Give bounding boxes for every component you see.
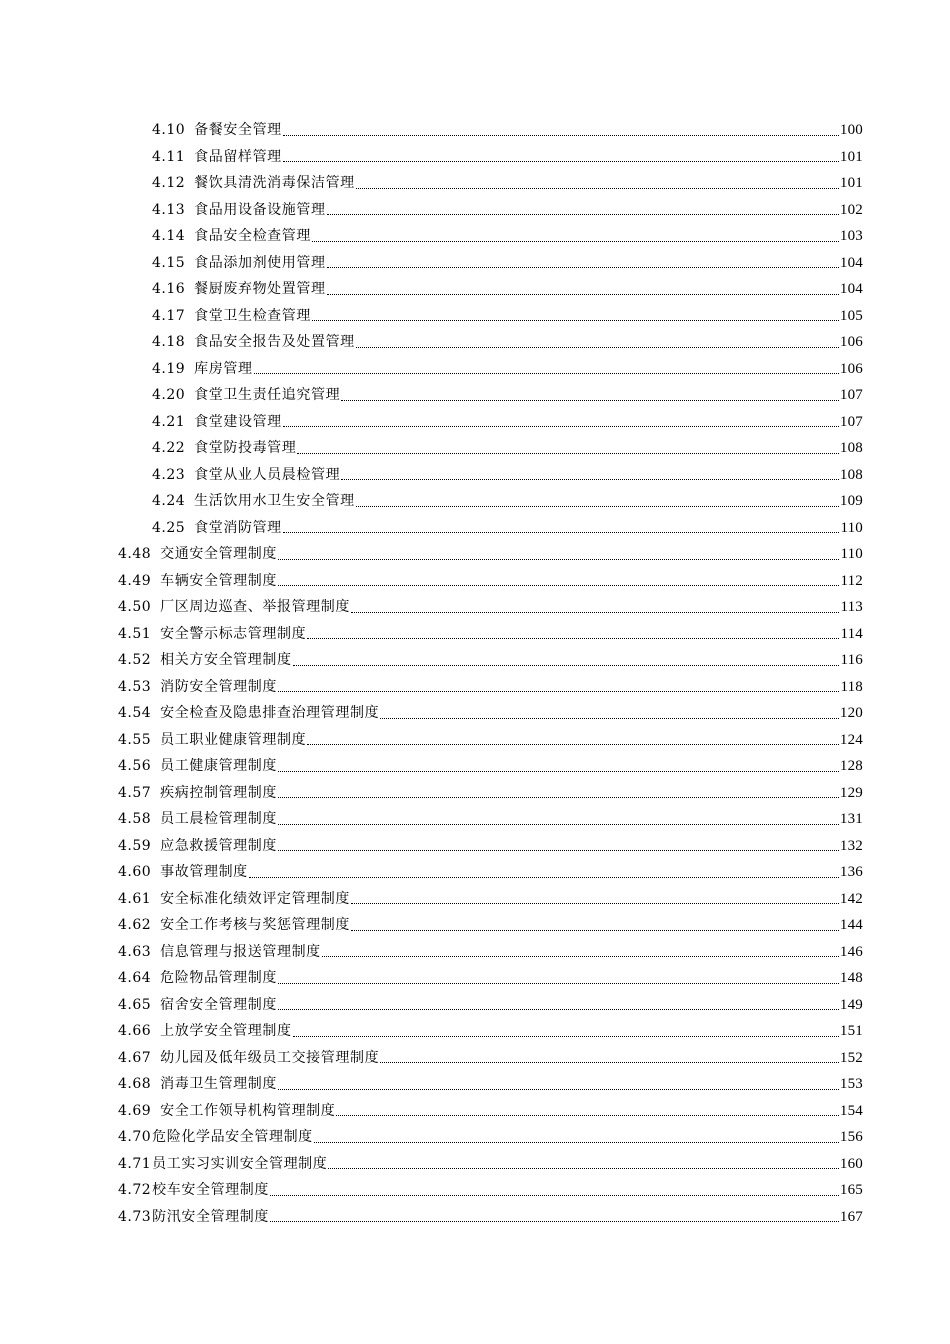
toc-entry[interactable] [118,806,863,833]
toc-entry[interactable] [118,780,863,807]
toc-entry-page-number: 109 [839,493,863,509]
toc-entry-page-number: 165 [839,1182,863,1198]
toc-entry-title: 食堂卫生责任追究管理 [194,387,341,403]
toc-entry-title: 交通安全管理制度 [160,546,277,562]
dot-leader [380,700,839,727]
toc-entry[interactable] [118,1098,863,1125]
toc-entry[interactable] [152,382,863,409]
toc-entry-title: 厂区周边巡查、举报管理制度 [160,599,350,615]
toc-entry-number: 4.66 [118,1023,152,1039]
toc-entry-page-number: 129 [839,784,863,801]
toc-entry[interactable] [152,170,863,197]
toc-entry-page-number: 167 [839,1208,863,1225]
toc-entry-number: 4.20 [152,387,186,403]
toc-entry-page-number: 118 [840,678,863,695]
toc-entry-number: 4.65 [118,996,152,1013]
toc-entry-number: 4.15 [152,254,186,271]
toc-entry-title: 相关方安全管理制度 [160,652,292,668]
toc-entry-number: 4.17 [152,307,186,324]
toc-entry[interactable] [118,621,863,648]
toc-entry-page-number: 136 [839,864,863,880]
toc-entry-page-number: 104 [839,281,863,297]
toc-entry-page-number: 110 [840,519,863,536]
toc-entry-number: 4.71 [118,1155,152,1172]
toc-entry-title: 消防安全管理制度 [160,678,277,695]
toc-entry-number: 4.49 [118,572,152,589]
toc-entry-number: 4.55 [118,731,152,748]
toc-entry-page-number: 151 [839,1023,863,1039]
dot-leader [351,594,839,621]
toc-entry-page-number: 101 [839,175,863,191]
toc-entry-number: 4.54 [118,705,152,721]
dot-leader [380,1045,839,1072]
toc-entry-page-number: 152 [839,1049,863,1066]
toc-entry-title: 食堂卫生检查管理 [194,307,311,324]
dot-leader [351,912,839,939]
toc-entry-number: 4.64 [118,970,152,986]
toc-entry-number: 4.48 [118,546,152,562]
toc-entry-title: 员工晨检管理制度 [160,811,277,827]
toc-entry-title: 库房管理 [194,360,253,377]
toc-entry[interactable] [118,939,863,966]
dot-leader [322,939,839,966]
toc-entry-page-number: 102 [839,201,863,218]
toc-entry-page-number: 114 [840,625,863,642]
toc-entry[interactable] [118,1204,863,1231]
toc-entry[interactable] [118,753,863,780]
toc-entry-page-number: 107 [839,387,863,403]
toc-entry-number: 4.14 [152,228,186,244]
dot-leader [278,568,839,595]
toc-entry-number: 4.62 [118,917,152,933]
toc-entry[interactable] [152,462,863,489]
toc-entry-page-number: 160 [839,1155,863,1172]
toc-entry[interactable] [152,329,863,356]
toc-entry-title: 餐厨废弃物处置管理 [194,281,326,297]
toc-entry-number: 4.13 [152,201,186,218]
toc-entry-number: 4.51 [118,625,152,642]
toc-entry-title: 员工健康管理制度 [160,758,277,774]
toc-entry-title: 幼儿园及低年级员工交接管理制度 [160,1049,380,1066]
toc-entry[interactable] [118,965,863,992]
dot-leader [278,833,839,860]
toc-entry-page-number: 106 [839,360,863,377]
toc-entry[interactable] [152,197,863,224]
toc-entry-number: 4.10 [152,122,186,138]
toc-entry-page-number: 108 [839,466,863,483]
toc-entry[interactable] [118,568,863,595]
dot-leader [327,276,839,303]
toc-entry-number: 4.61 [118,890,152,907]
toc-entry-page-number: 113 [840,599,863,615]
toc-entry-number: 4.52 [118,652,152,668]
toc-entry-title: 校车安全管理制度 [152,1182,269,1198]
toc-entry-title: 餐饮具清洗消毒保洁管理 [194,175,355,191]
toc-entry-number: 4.73 [118,1208,152,1225]
toc-entry-number: 4.58 [118,811,152,827]
toc-entry[interactable] [152,409,863,436]
dot-leader [278,992,839,1019]
dot-leader [327,197,839,224]
toc-entry[interactable] [118,700,863,727]
dot-leader [293,647,840,674]
toc-entry-title: 食堂从业人员晨检管理 [194,466,341,483]
dot-leader [307,727,839,754]
toc-entry[interactable] [118,886,863,913]
dot-leader [278,780,839,807]
toc-entry-title: 疾病控制管理制度 [160,784,277,801]
toc-entry-title: 防汛安全管理制度 [152,1208,269,1225]
toc-entry-number: 4.68 [118,1076,152,1092]
dot-leader [327,250,839,277]
toc-entry-page-number: 101 [839,148,863,165]
toc-entry[interactable] [152,303,863,330]
toc-entry[interactable] [118,859,863,886]
toc-entry-title: 备餐安全管理 [194,122,282,138]
toc-entry-title: 食品安全报告及处置管理 [194,334,355,350]
toc-entry-title: 食堂防投毒管理 [194,440,297,456]
toc-entry[interactable] [152,488,863,515]
dot-leader [283,409,839,436]
toc-entry-number: 4.57 [118,784,152,801]
toc-entry-title: 宿舍安全管理制度 [160,996,277,1013]
dot-leader [278,965,839,992]
dot-leader [283,515,840,542]
dot-leader [254,356,839,383]
dot-leader [293,1018,839,1045]
toc-entry-title: 生活饮用水卫生安全管理 [194,493,355,509]
dot-leader [328,1151,839,1178]
toc-entry[interactable] [118,1124,863,1151]
dot-leader [336,1098,839,1125]
toc-entry-title: 危险物品管理制度 [160,970,277,986]
toc-entry-title: 员工实习实训安全管理制度 [152,1155,328,1172]
dot-leader [356,488,839,515]
toc-entry[interactable] [152,515,863,542]
toc-entry[interactable] [118,1071,863,1098]
toc-entry[interactable] [118,647,863,674]
dot-leader [356,329,839,356]
toc-entry[interactable] [152,356,863,383]
toc-entry-page-number: 128 [839,758,863,774]
toc-entry[interactable] [118,833,863,860]
toc-entry-page-number: 124 [839,731,863,748]
toc-entry-page-number: 106 [839,334,863,350]
toc-entry-number: 4.24 [152,493,186,509]
toc-entry-page-number: 120 [839,705,863,721]
toc-entry-page-number: 108 [839,440,863,456]
toc-entry-title: 员工职业健康管理制度 [160,731,307,748]
toc-entry[interactable] [118,1018,863,1045]
toc-entry-title: 信息管理与报送管理制度 [160,943,321,960]
dot-leader [278,753,839,780]
dot-leader [270,1204,839,1231]
toc-entry-page-number: 105 [839,307,863,324]
toc-entry-number: 4.18 [152,334,186,350]
dot-leader [312,223,839,250]
dot-leader [356,170,839,197]
toc-entry-number: 4.19 [152,360,186,377]
toc-entry-title: 食品添加剂使用管理 [194,254,326,271]
toc-entry-page-number: 146 [839,943,863,960]
toc-entry-page-number: 142 [839,890,863,907]
dot-leader [249,859,839,886]
toc-entry[interactable] [118,674,863,701]
toc-entry[interactable] [152,435,863,462]
toc-entry-page-number: 104 [839,254,863,271]
dot-leader [278,806,839,833]
toc-entry-number: 4.67 [118,1049,152,1066]
toc-entry-title: 安全工作考核与奖惩管理制度 [160,917,350,933]
toc-entry-title: 事故管理制度 [160,864,248,880]
toc-entry[interactable] [118,541,863,568]
toc-entry-page-number: 149 [839,996,863,1013]
toc-entry-page-number: 110 [840,546,863,562]
dot-leader [278,1071,839,1098]
toc-entry-page-number: 156 [839,1129,863,1145]
dot-leader [351,886,839,913]
toc-entry-page-number: 132 [839,837,863,854]
dot-leader [297,435,839,462]
toc-entry-title: 安全警示标志管理制度 [160,625,307,642]
toc-entry-title: 食品留样管理 [194,148,282,165]
toc-entry-page-number: 154 [839,1102,863,1119]
toc-entry[interactable] [118,912,863,939]
toc-entry-title: 食品用设备设施管理 [194,201,326,218]
toc-entry-title: 危险化学品安全管理制度 [152,1129,313,1145]
toc-entry-page-number: 107 [839,413,863,430]
toc-entry-page-number: 116 [840,652,863,668]
toc-entry[interactable] [152,223,863,250]
toc-entry-title: 上放学安全管理制度 [160,1023,292,1039]
toc-entry-number: 4.50 [118,599,152,615]
toc-entry-title: 食堂建设管理 [194,413,282,430]
toc-entry-number: 4.60 [118,864,152,880]
toc-entry[interactable] [152,144,863,171]
dot-leader [307,621,839,648]
toc-entry-number: 4.69 [118,1102,152,1119]
toc-entry-number: 4.56 [118,758,152,774]
toc-entry[interactable] [118,992,863,1019]
dot-leader [312,303,839,330]
toc-entry-number: 4.23 [152,466,186,483]
toc-entry-page-number: 112 [840,572,863,589]
dot-leader [283,144,839,171]
dot-leader [278,674,839,701]
toc-entry-page-number: 131 [839,811,863,827]
toc-entry-title: 车辆安全管理制度 [160,572,277,589]
dot-leader [341,382,839,409]
toc-entry-title: 应急救援管理制度 [160,837,277,854]
toc-entry[interactable] [118,594,863,621]
toc-entry-page-number: 100 [839,122,863,138]
toc-entry[interactable] [118,1151,863,1178]
toc-entry[interactable] [152,276,863,303]
toc-entry-number: 4.25 [152,519,186,536]
toc-entry-number: 4.59 [118,837,152,854]
dot-leader [278,541,839,568]
toc-entry-number: 4.72 [118,1182,152,1198]
toc-entry-page-number: 153 [839,1076,863,1092]
toc-entry-number: 4.16 [152,281,186,297]
toc-entry-number: 4.11 [152,148,186,165]
toc-entry-title: 安全工作领导机构管理制度 [160,1102,336,1119]
toc-entry-page-number: 144 [839,917,863,933]
toc-entry[interactable] [152,117,863,144]
toc-entry[interactable] [118,1045,863,1072]
dot-leader [270,1177,839,1204]
toc-entry-title: 消毒卫生管理制度 [160,1076,277,1092]
toc-entry-page-number: 148 [839,970,863,986]
dot-leader [283,117,839,144]
toc-entry[interactable] [118,727,863,754]
toc-entry-title: 食品安全检查管理 [194,228,311,244]
toc-entry-number: 4.63 [118,943,152,960]
toc-entry-number: 4.12 [152,175,186,191]
toc-entry-title: 安全检查及隐患排查治理管理制度 [160,705,380,721]
toc-entry[interactable] [152,250,863,277]
toc-entry-number: 4.70 [118,1129,152,1145]
dot-leader [314,1124,839,1151]
toc-entry[interactable] [118,1177,863,1204]
toc-entry-title: 食堂消防管理 [194,519,282,536]
toc-entry-title: 安全标准化绩效评定管理制度 [160,890,350,907]
toc-entry-number: 4.21 [152,413,186,430]
dot-leader [341,462,839,489]
toc-entry-page-number: 103 [839,228,863,244]
toc-entry-number: 4.53 [118,678,152,695]
toc-entry-number: 4.22 [152,440,186,456]
